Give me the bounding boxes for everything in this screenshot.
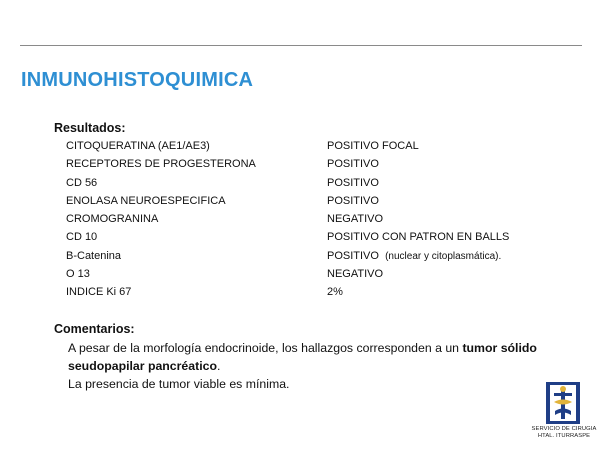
comment-line-3: La presencia de tumor viable es mínima. (68, 377, 290, 391)
test-result (327, 211, 383, 227)
result-row (66, 155, 546, 173)
logo-sun-icon (560, 386, 566, 392)
result-value: POSITIVO (327, 158, 379, 171)
result-row (66, 283, 546, 301)
test-result (327, 229, 509, 245)
test-name: CD 10 (66, 231, 98, 244)
test-result (327, 266, 383, 282)
top-divider (20, 45, 582, 46)
hospital-logo (540, 378, 586, 426)
logo-caption (528, 426, 600, 440)
test-result (327, 284, 343, 300)
result-row (66, 192, 546, 210)
result-value: NEGATIVO (327, 268, 384, 281)
test-result (327, 193, 379, 209)
test-name: INDICE Ki 67 (66, 286, 132, 299)
test-name: CD 56 (66, 176, 98, 189)
test-name: CROMOGRANINA (66, 213, 159, 226)
results-heading: Resultados: (54, 121, 126, 135)
logo-caption-line-2: HTAL. ITURRASPE (537, 433, 591, 439)
result-row (66, 137, 546, 155)
result-value: POSITIVO (327, 249, 379, 262)
logo-caption-line-1: SERVICIO DE CIRUGIA (531, 426, 597, 432)
result-value: 2% (327, 286, 343, 299)
result-value: POSITIVO (327, 194, 379, 207)
comment-text: A pesar de la morfología endocrinoide, los hallazgos corresponden a un (68, 341, 463, 355)
result-row (66, 265, 546, 283)
result-value: POSITIVO FOCAL (327, 140, 419, 152)
test-name: B-Catenina (66, 249, 122, 262)
test-result (327, 138, 419, 154)
comment-line-2 (68, 359, 220, 374)
comment-line-1 (68, 341, 537, 356)
comment-text: . (216, 359, 221, 373)
result-note: (nuclear y citoplasmática). (385, 250, 502, 262)
comment-emphasis: seudopapilar pancréatico (68, 359, 217, 373)
result-value: POSITIVO (327, 176, 379, 189)
test-name: O 13 (66, 268, 90, 281)
test-result (327, 248, 501, 265)
results-table (66, 137, 546, 302)
result-value: NEGATIVO (327, 213, 384, 226)
test-name: RECEPTORES DE PROGESTERONA (66, 158, 256, 171)
result-row (66, 247, 546, 265)
test-result (327, 156, 379, 172)
logo-cross-bar (554, 393, 572, 396)
comment-emphasis: tumor sólido (462, 341, 537, 355)
comments-heading: Comentarios: (54, 322, 135, 336)
test-result (327, 175, 379, 191)
result-row (66, 174, 546, 192)
result-value: POSITIVO CON PATRON EN BALLS (327, 231, 510, 244)
test-name: ENOLASA NEUROESPECIFICA (66, 194, 226, 207)
result-row (66, 228, 546, 246)
slide-title: INMUNOHISTOQUIMICA (21, 69, 254, 91)
result-row (66, 210, 546, 228)
test-name: CITOQUERATINA (AE1/AE3) (66, 140, 210, 152)
